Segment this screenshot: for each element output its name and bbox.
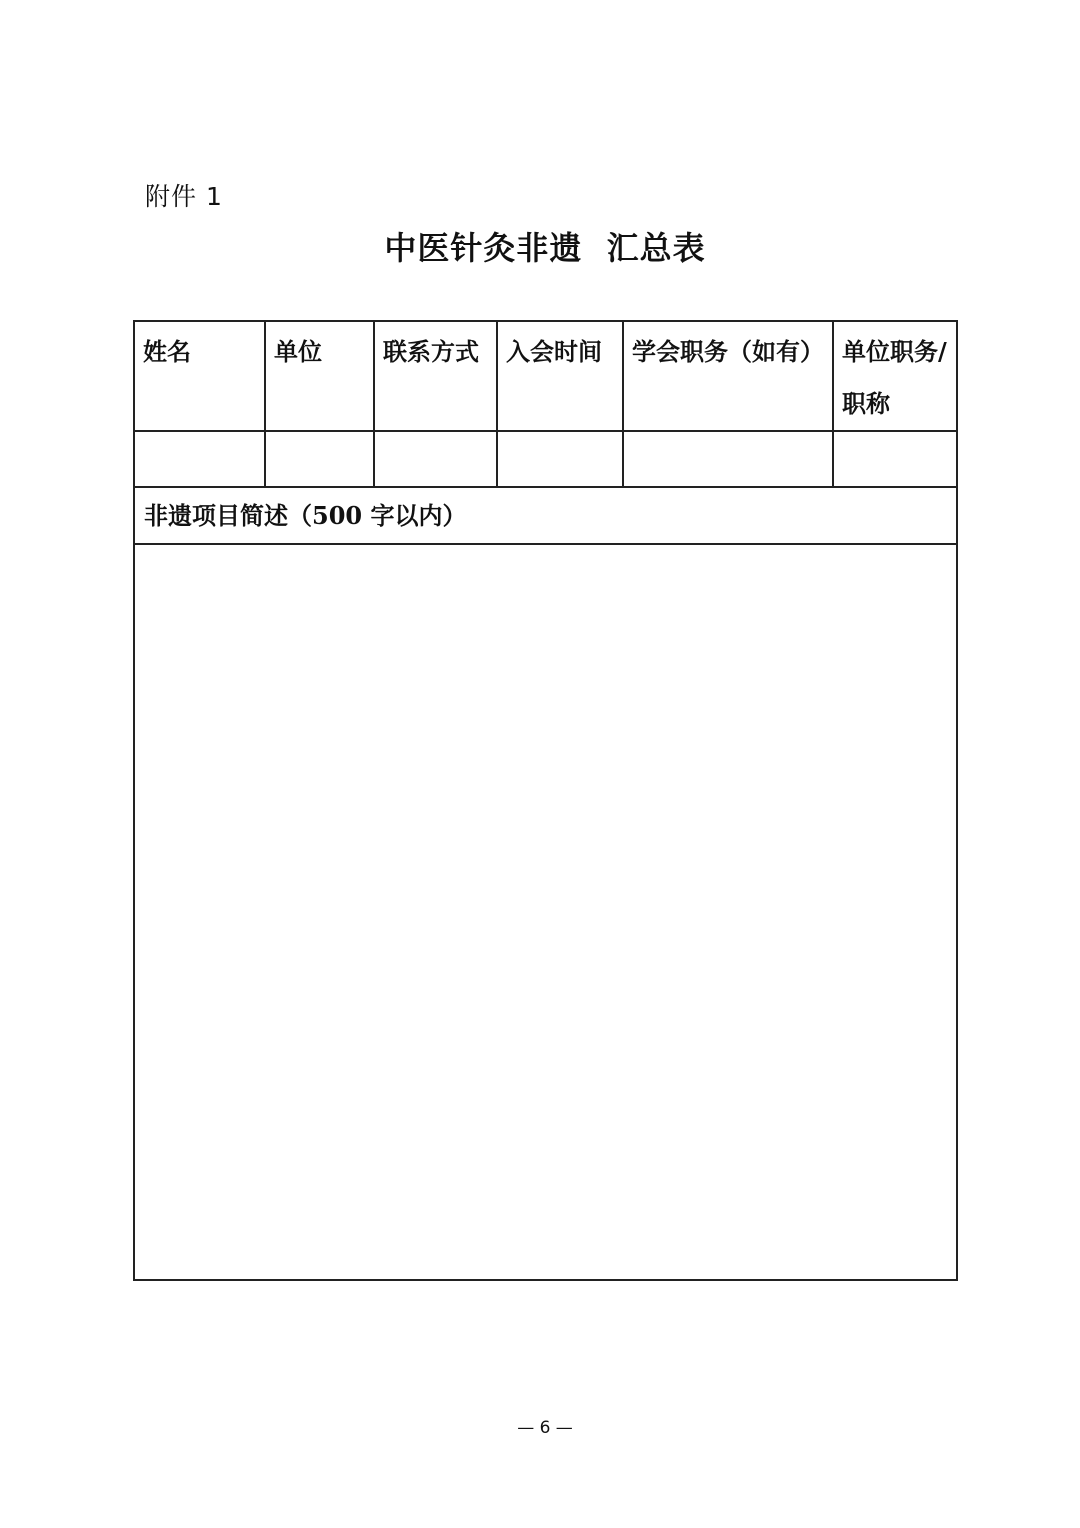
page-number: — 6 — — [517, 1418, 573, 1438]
value-cell-job-title[interactable] — [833, 431, 957, 487]
header-cell-name — [134, 321, 265, 431]
table-row — [134, 431, 957, 487]
header-label: 入会时间 — [506, 337, 602, 366]
header-cell-join-date — [497, 321, 623, 431]
value-cell-join-date[interactable] — [497, 431, 623, 487]
project-summary-label: 非遗项目简述（500 字以内） — [134, 487, 957, 544]
header-label: 学会职务（如有） — [632, 337, 824, 366]
section-body-row — [134, 544, 957, 1280]
value-cell-society-position[interactable] — [623, 431, 833, 487]
header-cell-society-position — [623, 321, 833, 431]
attachment-label: 附件 1 — [145, 182, 223, 211]
header-cell-unit — [265, 321, 374, 431]
header-cell-job-title — [833, 321, 957, 431]
header-label: 单位 — [274, 337, 322, 366]
header-label: 联系方式 — [383, 337, 479, 366]
header-label: 姓名 — [143, 337, 191, 366]
section-header-row — [134, 487, 957, 544]
table-header-row — [134, 321, 957, 431]
document-title: 中医针灸非遗 汇总表 — [384, 229, 706, 267]
project-summary-field[interactable] — [134, 544, 957, 1280]
header-cell-contact — [374, 321, 497, 431]
header-label: 单位职务/职称 — [842, 337, 947, 418]
value-cell-contact[interactable] — [374, 431, 497, 487]
summary-form-table — [133, 320, 958, 1281]
value-cell-name[interactable] — [134, 431, 265, 487]
value-cell-unit[interactable] — [265, 431, 374, 487]
